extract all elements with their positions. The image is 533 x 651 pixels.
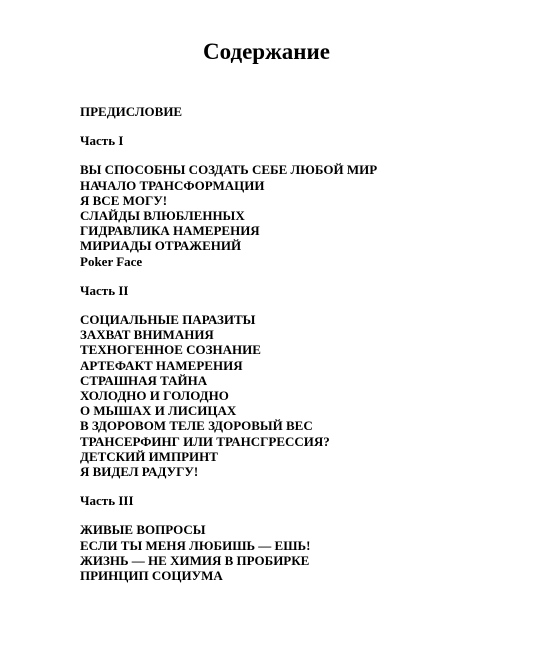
toc-entry[interactable]: СОЦИАЛЬНЫЕ ПАРАЗИТЫ	[80, 312, 256, 328]
toc-entry[interactable]: Я ВИДЕЛ РАДУГУ!	[80, 464, 199, 480]
toc-entry[interactable]: ТРАНСЕРФИНГ ИЛИ ТРАНСГРЕССИЯ?	[80, 433, 330, 449]
spacer	[80, 148, 520, 162]
spacer	[80, 298, 520, 312]
toc-entry[interactable]: НАЧАЛО ТРАНСФОРМАЦИИ	[80, 177, 265, 193]
spacer	[80, 508, 520, 522]
toc-entry[interactable]: О МЫШАХ И ЛИСИЦАХ	[80, 403, 237, 419]
toc-entry[interactable]: ЖИЗНЬ — НЕ ХИМИЯ В ПРОБИРКЕ	[80, 552, 310, 568]
spacer	[80, 269, 520, 283]
toc-entry[interactable]: ЗАХВАТ ВНИМАНИЯ	[80, 327, 214, 343]
toc-entry[interactable]: СТРАШНАЯ ТАЙНА	[80, 372, 208, 388]
toc-entry[interactable]: ЕСЛИ ТЫ МЕНЯ ЛЮБИШЬ — ЕШЬ!	[80, 537, 311, 553]
spacer	[80, 479, 520, 493]
toc-entry[interactable]: МИРИАДЫ ОТРАЖЕНИЙ	[80, 238, 242, 254]
table-of-contents	[80, 104, 520, 583]
toc-entry[interactable]: В ЗДОРОВОМ ТЕЛЕ ЗДОРОВЫЙ ВЕС	[80, 418, 313, 434]
toc-entry[interactable]: СЛАЙДЫ ВЛЮБЛЕННЫХ	[80, 208, 245, 224]
toc-entry[interactable]: ГИДРАВЛИКА НАМЕРЕНИЯ	[80, 223, 260, 239]
toc-entry[interactable]: АРТЕФАКТ НАМЕРЕНИЯ	[80, 357, 243, 373]
toc-entry[interactable]: ЖИВЫЕ ВОПРОСЫ	[80, 522, 206, 538]
toc-entry[interactable]: ТЕХНОГЕННОЕ СОЗНАНИЕ	[80, 342, 261, 358]
part-heading-2[interactable]: Часть II	[80, 282, 129, 298]
toc-entry[interactable]: ПРИНЦИП СОЦИУМА	[80, 568, 223, 584]
page-title: Содержание	[203, 39, 330, 64]
toc-entry[interactable]: ХОЛОДНО И ГОЛОДНО	[80, 388, 229, 404]
toc-entry[interactable]: Poker Face	[80, 253, 143, 269]
part-heading-1[interactable]: Часть I	[80, 133, 124, 149]
spacer	[80, 119, 520, 133]
toc-entry[interactable]: Я ВСЕ МОГУ!	[80, 192, 168, 208]
toc-entry-preface[interactable]: ПРЕДИСЛОВИЕ	[80, 104, 183, 119]
toc-entry[interactable]: ВЫ СПОСОБНЫ СОЗДАТЬ СЕБЕ ЛЮБОЙ МИР	[80, 162, 378, 178]
toc-entry[interactable]: ДЕТСКИЙ ИМПРИНТ	[80, 448, 218, 464]
part-heading-3[interactable]: Часть III	[80, 493, 134, 509]
